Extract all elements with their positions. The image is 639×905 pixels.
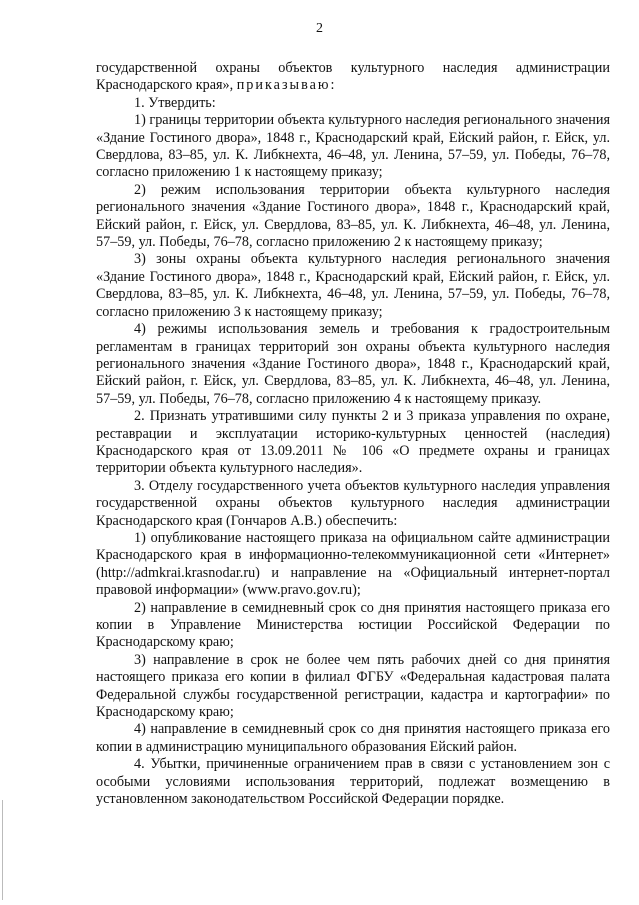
paragraph-item-4: 4. Убытки, причиненные ограничением прав в связи с установлением зон с особыми условиями использования территорий, подлежат возмещению в установленном законодательством Российской Федерации порядке. [96,756,610,808]
paragraph-item-1-2: 2) режим использования территории объекта культурного наследия регионального значения «Здание Гостиного двора», 1848 г., Краснодарский край, Ейский район, г. Ейск, ул. Свердлова, 83–85, ул. К. Либкнехта, 46–48, ул. Ленина, 57–59, ул. Победы, 76–78, согласно приложению 2 к настоящему приказу; [96,181,610,251]
paragraph-item-2: 2. Признать утратившими силу пункты 2 и 3 приказа управления по охране, реставрации и эксплуатации историко-культурных ценностей (наследия) Краснодарского края от 13.09.2011 № 106 «О предмете охраны и границах территории объекта культурного наследия». [96,408,610,477]
document-body [96,60,610,808]
paragraph-item-1-4: 4) режимы использования земель и требования к градостроительным регламентам в границах территорий зон охраны объекта культурного наследия регионального значения «Здание Гостиного двора», 1848 г., Краснодарский край, Ейский район, г. Ейск, ул. Свердлова, 83–85, ул. К. Либкнехта, 46–48, ул. Ленина, 57–59, ул. Победы, 76–78, согласно приложению 4 к настоящему приказу. [96,321,610,407]
paragraph-item-3-4: 4) направление в семидневный срок со дня принятия настоящего приказа его копии в администрацию муниципального образования Ейский район. [96,721,610,755]
page-number: 2 [316,21,323,36]
paragraph-item-3: 3. Отделу государственного учета объектов культурного наследия управления государственной охраны объектов культурного наследия администрации Краснодарского края (Гончаров А.В.) обеспечить: [96,477,610,529]
intro-colon: : [330,77,335,94]
paragraph-item-3-2: 2) направление в семидневный срок со дня принятия настоящего приказа его копии в Управление Министерства юстиции Российской Федерации по Краснодарскому краю; [96,599,610,651]
paragraph-item-3-1: 1) опубликование настоящего приказа на официальном сайте администрации Краснодарского края в информационно-телекоммуникационной сети «Интернет» (http://admkrai.krasnodar.ru) и направление на «Официальный интернет-портал правовой информации» (www.pravo.gov.ru); [96,529,610,599]
scan-edge-line [2,800,3,900]
paragraph-item-1: 1. Утвердить: [134,94,216,111]
paragraph-item-1-1: 1) границы территории объекта культурного наследия регионального значения «Здание Гостиного двора», 1848 г., Краснодарский край, Ейский район, г. Ейск, ул. Свердлова, 83–85, ул. К. Либкнехта, 46–48, ул. Ленина, 57–59, ул. Победы, 76–78, согласно приложению 1 к настоящему приказу; [96,112,610,181]
paragraph-item-3-3: 3) направление в срок не более чем пять рабочих дней со дня принятия настоящего приказа его копии в филиал ФГБУ «Федеральная кадастровая палата Федеральной службы государственной регистрации, кадастра и картографии» по Краснодарскому краю; [96,651,610,721]
paragraph-item-1-3: 3) зоны охраны объекта культурного наследия регионального значения «Здание Гостиного двора», 1848 г., Краснодарский край, Ейский район, г. Ейск, ул. Свердлова, 83–85, ул. К. Либкнехта, 46–48, ул. Ленина, 57–59, ул. Победы, 76–78, согласно приложению 3 к настоящему приказу; [96,251,610,320]
order-word: приказываю [236,77,331,94]
paragraph-intro [96,60,610,95]
intro-text: государственной охраны объектов культурного наследия администрации Краснодарского края», [96,60,610,94]
